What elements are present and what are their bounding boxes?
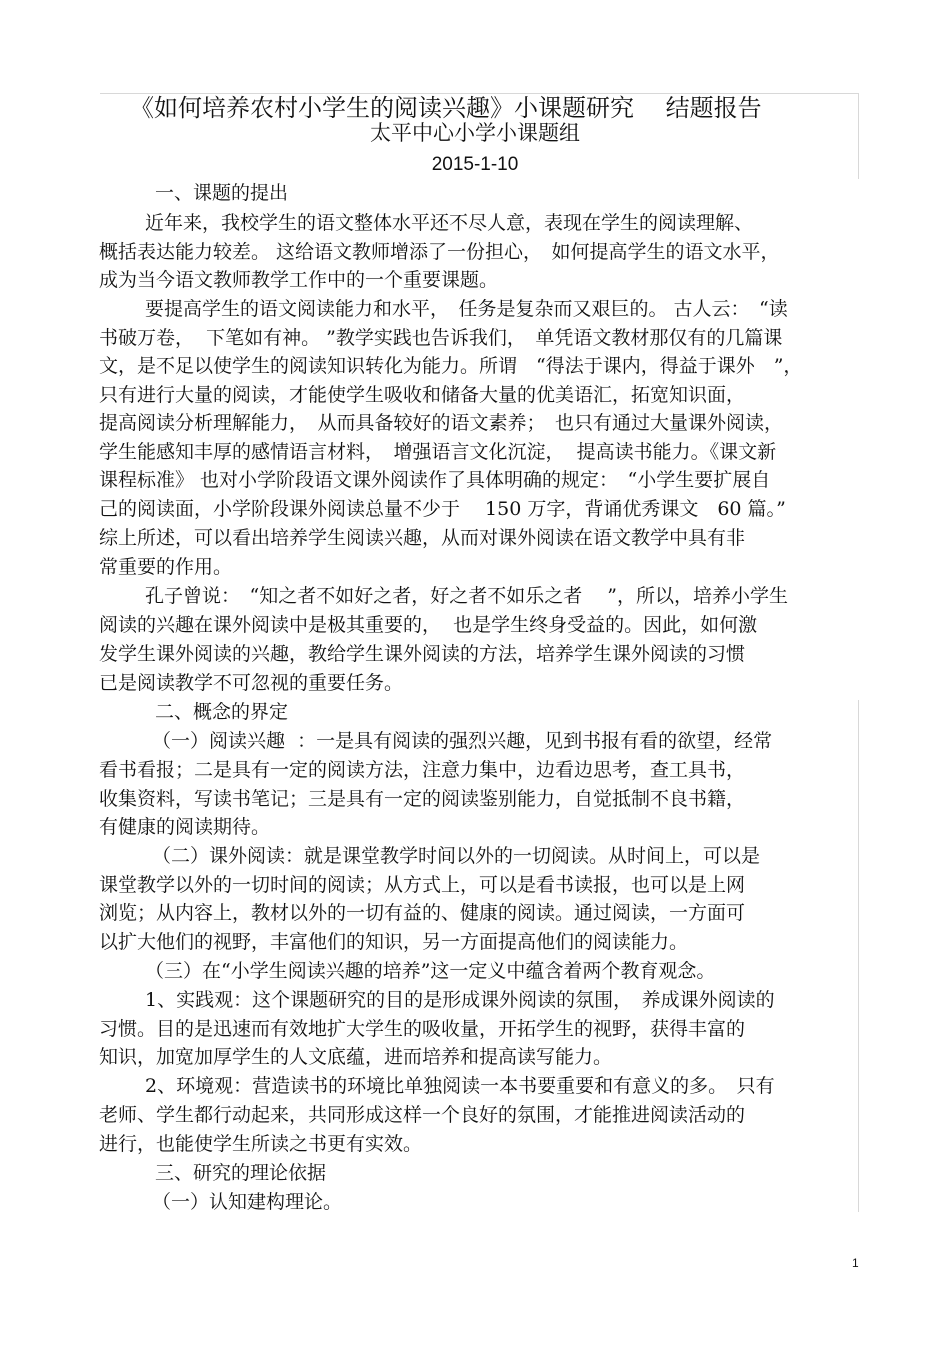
paragraph-line: 以扩大他们的视野，丰富他们的知识，另一方面提高他们的阅读能力。 bbox=[99, 931, 689, 953]
paragraph-line: 只有进行大量的阅读，才能使学生吸收和储备大量的优美语汇，拓宽知识面， bbox=[99, 384, 746, 406]
paragraph-line: （一）阅读兴趣 ：一是具有阅读的强烈兴趣，见到书报有看的欲望，经常 bbox=[152, 730, 773, 752]
paragraph-line: 习惯。目的是迅速而有效地扩大学生的吸收量，开拓学生的视野，获得丰富的 bbox=[99, 1018, 746, 1040]
paragraph-line: （三）在“小学生阅读兴趣的培养”这一定义中蕴含着两个教育观念。 bbox=[145, 960, 716, 982]
paragraph-line: 成为当今语文教师教学工作中的一个重要课题。 bbox=[99, 269, 499, 291]
paragraph-line: 已是阅读教学不可忽视的重要任务。 bbox=[99, 672, 404, 694]
paragraph-line: 发学生课外阅读的兴趣，教给学生课外阅读的方法，培养学生课外阅读的习惯 bbox=[99, 643, 746, 665]
paragraph-line: 课堂教学以外的一切时间的阅读；从方式上，可以是看书读报，也可以是上网 bbox=[99, 874, 746, 896]
report-subtitle: 太平中心小学小课题组 bbox=[370, 121, 580, 145]
paragraph-line: 知识，加宽加厚学生的人文底蕴，进而培养和提高读写能力。 bbox=[99, 1046, 613, 1068]
page-number: 1 bbox=[852, 1256, 859, 1270]
paragraph-line: 老师、学生都行动起来，共同形成这样一个良好的氛围，才能推进阅读活动的 bbox=[99, 1104, 746, 1126]
paragraph-line: 2、环境观：营造读书的环境比单独阅读一本书要重要和有意义的多。 只有 bbox=[145, 1075, 775, 1097]
paragraph-line: 常重要的作用。 bbox=[99, 556, 233, 578]
section-heading-3: 三、研究的理论依据 bbox=[155, 1162, 327, 1184]
paragraph-line: 收集资料，写读书笔记；三是具有一定的阅读鉴别能力，自觉抵制不良书籍， bbox=[99, 788, 746, 810]
paragraph-line: 浏览；从内容上，教材以外的一切有益的、健康的阅读。通过阅读，一方面可 bbox=[99, 902, 746, 924]
paragraph-line: 学生能感知丰厚的感情语言材料， 增强语言文化沉淀， 提高读书能力。《课文新 bbox=[99, 441, 777, 463]
paragraph-line: （一）认知建构理论。 bbox=[152, 1191, 343, 1213]
paragraph-line: 阅读的兴趣在课外阅读中是极其重要的， 也是学生终身受益的。因此，如何激 bbox=[99, 614, 758, 636]
paragraph-line: 文，是不足以使学生的阅读知识转化为能力。所谓 “得法于课内，得益于课外 ”， bbox=[99, 355, 803, 377]
section-heading-1: 一、课题的提出 bbox=[155, 182, 289, 204]
paragraph-line: 孔子曾说： “知之者不如好之者，好之者不如乐之者 ”，所以，培养小学生 bbox=[145, 585, 788, 607]
paragraph-line: 近年来，我校学生的语文整体水平还不尽人意，表现在学生的阅读理解、 bbox=[145, 212, 754, 234]
paragraph-line: 己的阅读面，小学阶段课外阅读总量不少于 150 万字，背诵优秀课文 60 篇。” bbox=[99, 498, 786, 520]
paragraph-line: 要提高学生的语文阅读能力和水平， 任务是复杂而又艰巨的。 古人云： “读 bbox=[145, 298, 788, 320]
paragraph-line: 有健康的阅读期待。 bbox=[99, 816, 271, 838]
paragraph-line: 综上所述，可以看出培养学生阅读兴趣，从而对课外阅读在语文教学中具有非 bbox=[99, 527, 746, 549]
paragraph-line: 书破万卷， 下笔如有神。 ”教学实践也告诉我们， 单凭语文教材那仅有的几篇课 bbox=[99, 327, 783, 349]
paragraph-line: 概括表达能力较差。 这给语文教师增添了一份担心， 如何提高学生的语文水平， bbox=[99, 241, 780, 263]
section-heading-2: 二、概念的界定 bbox=[155, 701, 289, 723]
report-title: 《如何培养农村小学生的阅读兴趣》小课题研究 结题报告 bbox=[130, 94, 762, 122]
paragraph-line: 看书看报；二是具有一定的阅读方法，注意力集中，边看边思考，查工具书， bbox=[99, 759, 746, 781]
frame-rule-right-lower bbox=[858, 700, 859, 1212]
paragraph-line: （二）课外阅读：就是课堂教学时间以外的一切阅读。从时间上，可以是 bbox=[152, 845, 761, 867]
report-date: 2015-1-10 bbox=[431, 154, 519, 175]
paragraph-line: 课程标准》 也对小学阶段语文课外阅读作了具体明确的规定： “小学生要扩展自 bbox=[99, 469, 771, 491]
paragraph-line: 进行，也能使学生所读之书更有实效。 bbox=[99, 1133, 423, 1155]
paragraph-line: 1、实践观：这个课题研究的目的是形成课外阅读的氛围， 养成课外阅读的 bbox=[145, 989, 775, 1011]
paragraph-line: 提高阅读分析理解能力， 从而具备较好的语文素养； 也只有通过大量课外阅读， bbox=[99, 412, 784, 434]
